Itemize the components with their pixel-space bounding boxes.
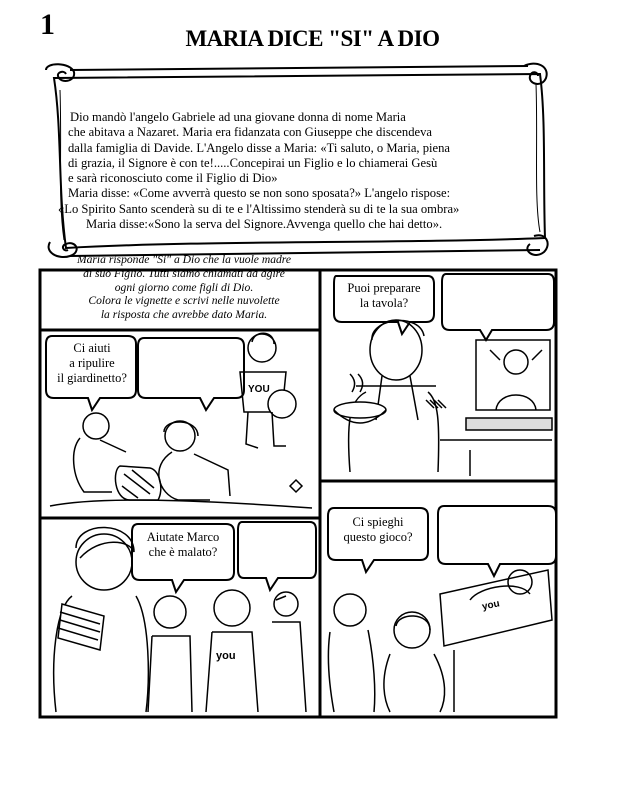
instruction-line: Colora le vignette e scrivi nelle nuvolette — [88, 294, 280, 308]
bubble-line: che è malato? — [148, 545, 218, 559]
bubble-line: il giardinetto? — [57, 371, 127, 385]
instruction-line: ogni giorno come figli di Dio. — [114, 280, 254, 294]
shirt-text: YOU — [248, 384, 270, 395]
story-line: di grazia, il Signore è con te!.....Concepirai un Figlio e lo chiamerai Gesù — [68, 155, 438, 170]
bubble-line: Ci aiuti — [73, 341, 111, 355]
shirt-text: you — [216, 650, 236, 662]
speech-bubble-answer-empty — [238, 522, 316, 590]
story-line: e sarà riconosciuto come il Figlio di Dio» — [68, 171, 278, 186]
instruction-line: la risposta che avrebbe dato Maria. — [100, 308, 268, 322]
page-number: 1 — [40, 8, 55, 41]
bubble-line: a ripulire — [69, 356, 115, 370]
bubble-question-garden — [46, 341, 138, 386]
speech-bubble-answer-empty — [138, 338, 244, 410]
story-line: Maria disse:«Sono la serva del Signore.Avvenga quello che hai detto». — [86, 217, 443, 232]
bubble-line: questo gioco? — [343, 530, 413, 544]
speech-bubble-answer-empty — [438, 506, 556, 576]
instruction-line: Maria risponde "Si" a Dio che la vuole madre — [76, 253, 292, 266]
bubble-line: Ci spieghi — [352, 515, 404, 529]
story-line: Dio mandò l'angelo Gabriele ad una giovane donna di nome Maria — [70, 110, 406, 124]
bubble-question-table — [334, 281, 434, 311]
instruction-line: di suo Figlio. Tutti siamo chiamati ad agire — [83, 266, 285, 280]
story-line: Maria disse: «Come avverrà questo se non sono sposata?» L'angelo rispose: — [68, 186, 451, 201]
bubble-question-marco — [132, 530, 234, 560]
page-title: MARIA DICE "SI" A DIO — [185, 26, 440, 51]
story-line: «Lo Spirito Santo scenderà su di te e l'Altissimo stenderà su di te la sua ombra» — [58, 201, 460, 216]
story-line: dalla famiglia di Davide. L'Angelo disse a Maria: «Ti saluto, o Maria, piena — [68, 140, 450, 155]
bubble-line: Puoi preparare — [347, 281, 421, 295]
bubble-line: la tavola? — [359, 296, 409, 310]
bubble-line: Aiutate Marco — [146, 530, 220, 544]
blanket-text: you — [481, 598, 501, 613]
story-line: che abitava a Nazaret. Maria era fidanzata con Giuseppe che discendeva — [68, 125, 432, 140]
bubble-question-game — [328, 515, 428, 545]
speech-bubble-answer-empty — [442, 274, 554, 340]
